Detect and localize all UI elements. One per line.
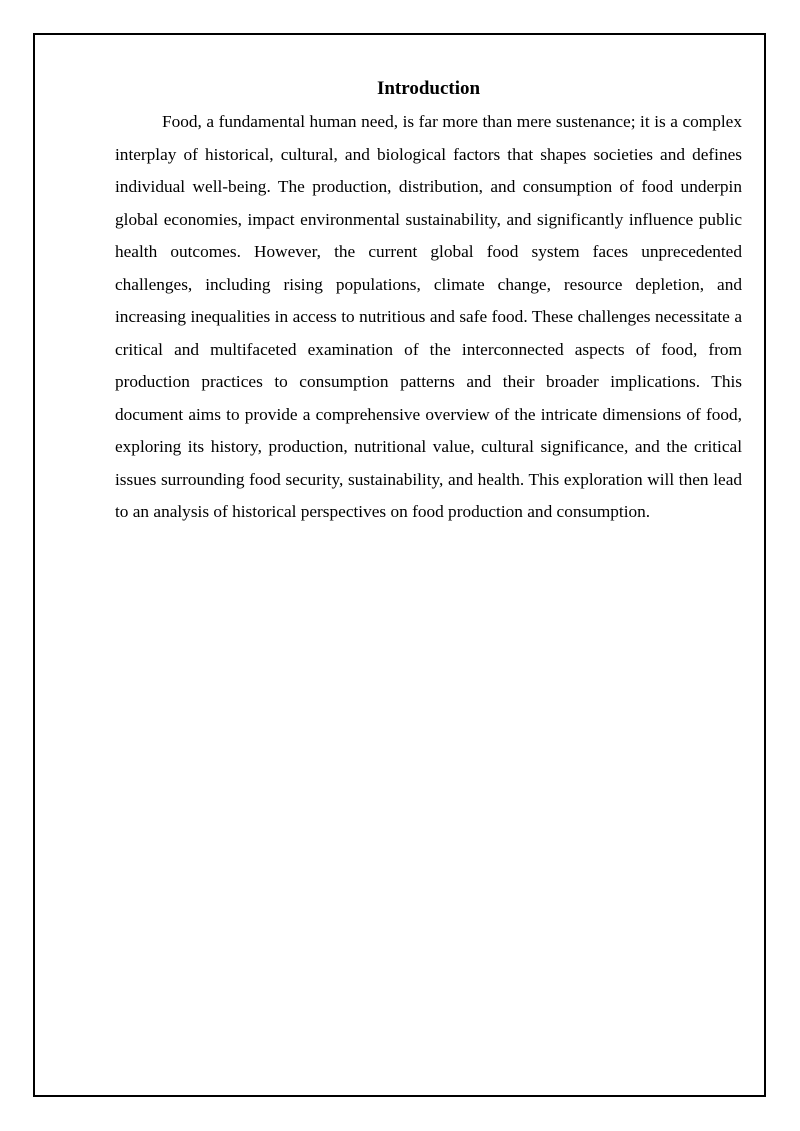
intro-paragraph: Food, a fundamental human need, is far more than mere sustenance; it is a complex interplay of historical, cultural, and biological factors that shapes societies and defines individual well-being. The production, distribution, and consumption of food underpin global economies, impact environmental sustainability, and significantly influence public health outcomes. However, the current global food system faces unprecedented challenges, including rising populations, climate change, resource depletion, and increasing inequalities in access to nutritious and safe food. These challenges necessitate a critical and multifaceted examination of the interconnected aspects of food, from production practices to consumption patterns and their broader implications. This document aims to provide a comprehensive overview of the intricate dimensions of food, exploring its history, production, nutritional value, cultural significance, and the critical issues surrounding food security, sustainability, and health. This exploration will then lead to an analysis of historical perspectives on food production and consumption. — [115, 112, 742, 521]
section-title: Introduction — [376, 78, 481, 99]
document-content — [115, 77, 742, 529]
